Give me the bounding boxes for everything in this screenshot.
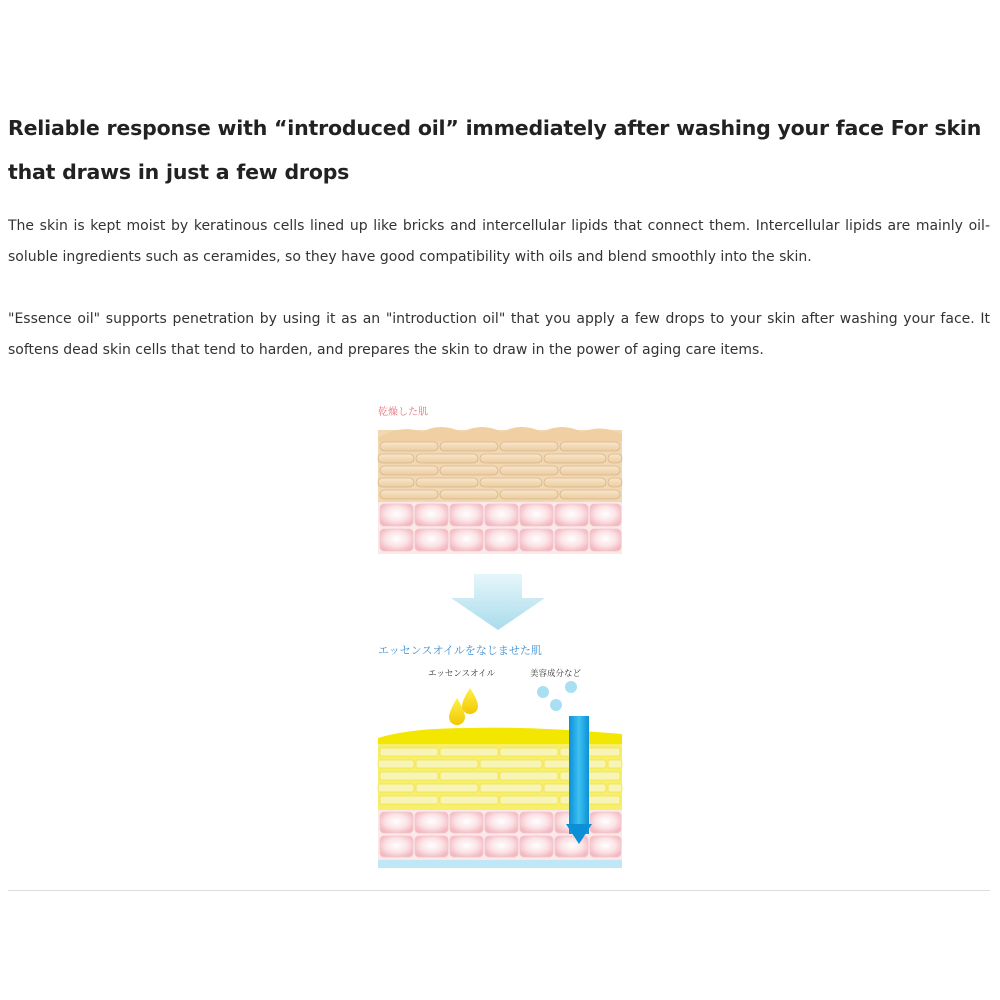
article-content [8,106,990,366]
down-arrow-icon [451,574,545,630]
article-heading: Reliable response with “introduced oil” immediately after washing your face For skin that draws in just a few drops [8,116,982,184]
article-paragraph: The skin is kept moist by keratinous cells lined up like bricks and intercellular lipids that connect them. Intercellular lipids are mainly oil-soluble ingredients such as ceramides, so they have good compatibility with oils and blend smoothly into the skin. [8,218,990,265]
oiled-skin-illustration [378,716,622,868]
oiled-skin-label: エッセンスオイルをなじませた肌 [378,644,542,657]
beauty-ingredients-label: 美容成分など [530,669,582,679]
oil-drop-icon [449,698,465,725]
ingredient-bubbles-icon [537,681,577,711]
oil-drop-icon [462,688,478,714]
penetration-arrow-icon [566,716,592,844]
dry-skin-illustration [378,427,622,554]
essence-oil-label: エッセンスオイル [428,669,496,679]
dry-skin-label: 乾燥した肌 [378,407,428,418]
article-paragraph: "Essence oil" supports penetration by using it as an "introduction oil" that you apply a few drops to your skin after washing your face. It softens dead skin cells that tend to harden, and prepares the skin to draw in the power of aging care items. [8,311,990,358]
skin-diagram [370,398,632,878]
divider [8,890,990,891]
